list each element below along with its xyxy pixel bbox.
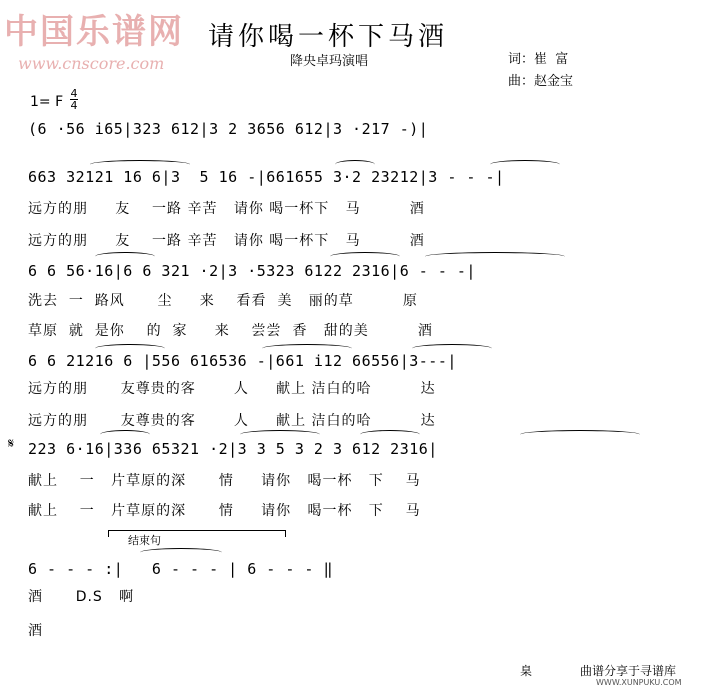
lyric-line: 远方的朋 友 一路 辛苦 请你 喝一杯下 马 酒 (28, 201, 425, 217)
singer-credit: 降央卓玛演唱 (290, 54, 369, 69)
lyric-line: 远方的朋 友 一路 辛苦 请你 喝一杯下 马 酒 (28, 233, 425, 249)
lyric-line: 远方的朋 友尊贵的客 人 献上 洁白的哈 达 (28, 413, 436, 429)
slur (100, 430, 150, 439)
slur (140, 548, 222, 557)
lyric-line: 献上 一 片草原的深 情 请你 喝一杯 下 马 (28, 503, 421, 519)
lyric-line: 草原 就 是你 的 家 来 尝尝 香 甜的美 酒 (28, 323, 433, 339)
song-title: 请你喝一杯下马酒 (208, 22, 449, 52)
lyric-line: 酒 D.S 啊 (28, 589, 135, 605)
notation-row-2: 663 32121 16 6|3 5 16 -|661655 3·2 23212|3 - - -| (28, 168, 505, 186)
slur (240, 430, 320, 439)
time-signature-bottom: 4 (70, 99, 78, 112)
lyric-line: 远方的朋 友尊贵的客 人 献上 洁白的哈 达 (28, 381, 436, 397)
lyricist-credit: 词：崔 富 (508, 52, 569, 67)
composer-credit: 曲：赵金宝 (508, 74, 574, 89)
uploader-prefix: 臬 (520, 664, 533, 678)
ending-label: 结束句 (128, 534, 161, 547)
slur (520, 430, 640, 439)
lyric-line: 酒 (28, 623, 43, 639)
key-signature: 1= F (30, 94, 64, 110)
time-signature-top: 4 (70, 87, 78, 100)
slur (360, 430, 420, 439)
lyric-line: 洗去 一 路风 尘 来 看看 美 丽的草 原 (28, 293, 418, 309)
watermark: WWW.XUNPUKU.COM (596, 678, 682, 687)
notation-row-3: 6 6 56·16|6 6 321 ·2|3 ·5323 6122 2316|6 - - -| (28, 262, 476, 280)
segno-sign: 𝄋 (8, 436, 15, 452)
slur (425, 252, 565, 261)
time-signature (70, 88, 78, 111)
notation-row-5: 223 6·16|336 65321 ·2|3 3 5 3 2 3 612 2316| (28, 440, 438, 458)
notation-row-6: 6 - - - :| 6 - - - | 6 - - - ‖ (28, 560, 333, 578)
site-logo: 中国乐谱网 (4, 12, 184, 52)
notation-row-1: (6 ·56 i65|323 612|3 2 3656 612|3 ·217 -)| (28, 120, 429, 138)
lyric-line: 献上 一 片草原的深 情 请你 喝一杯 下 马 (28, 473, 421, 489)
site-url: www.cnscore.com (18, 54, 165, 73)
notation-row-4: 6 6 21216 6 |556 616536 -|661 i12 66556|3---| (28, 352, 457, 370)
slur (330, 252, 400, 261)
share-text: 曲谱分享于寻谱库 (580, 664, 677, 678)
slur (95, 252, 155, 261)
